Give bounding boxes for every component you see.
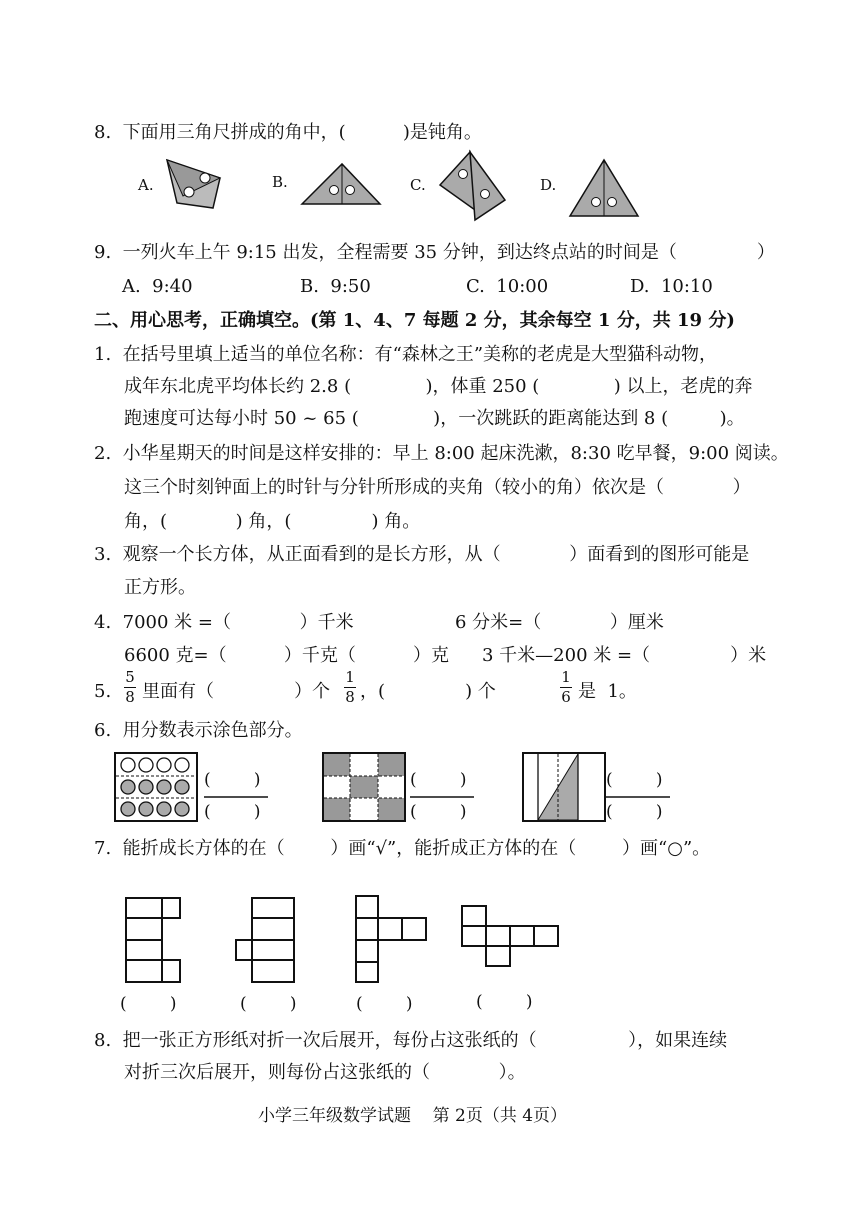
option-9a: A. 9:40 — [122, 276, 193, 297]
option-d-label: D. — [540, 176, 557, 194]
answer-paren-7b[interactable]: ( ) — [240, 994, 297, 1014]
q5-text1: 里面有（ ）个 — [142, 681, 331, 702]
answer-paren-6c-top[interactable]: ( ) — [606, 770, 663, 790]
option-a-label: A. — [138, 176, 154, 194]
q5-text2: ，( ) 个 — [360, 681, 496, 702]
q1-line2: 成年东北虎平均体长约 2.8 ( )，体重 250 ( ) 以上，老虎的奔 — [124, 376, 753, 397]
fraction-1-8: 1 8 — [345, 668, 355, 706]
q4-c: 6600 克=（ ）千克（ ）克 — [124, 645, 450, 666]
checker-figure — [322, 752, 406, 822]
q5-number: 5. — [94, 681, 112, 702]
q4-a: 4. 7000 米 =（ ）千米 — [94, 612, 354, 633]
net-figure-3 — [354, 894, 430, 984]
triangle-rect-figure — [522, 752, 606, 822]
triangle-figure-d — [568, 158, 640, 218]
q8-line1: 8. 把一张正方形纸对折一次后展开，每份占这张纸的（ ），如果连续 — [94, 1030, 728, 1051]
answer-paren-6a-top[interactable]: ( ) — [204, 770, 261, 790]
q1-line1: 1. 在括号里填上适当的单位名称：有“森林之王”美称的老虎是大型猫科动物， — [94, 344, 718, 365]
fraction-line-6c — [606, 795, 670, 799]
option-b-label: B. — [272, 173, 288, 191]
q6-text: 6. 用分数表示涂色部分。 — [94, 720, 303, 741]
triangle-figure-a — [165, 158, 225, 213]
answer-paren-7c[interactable]: ( ) — [356, 994, 413, 1014]
question-8-angle: 8. 下面用三角尺拼成的角中，( )是钝角。 — [94, 122, 482, 143]
net-figure-1 — [124, 896, 182, 986]
q7-text: 7. 能折成长方体的在（ ）画“√”，能折成正方体的在（ ）画“○”。 — [94, 838, 711, 859]
fraction-5-8: 5 8 — [125, 668, 135, 706]
section-2-heading: 二、用心思考，正确填空。(第 1、4、7 每题 2 分，其余每空 1 分，共 19 分) — [94, 310, 735, 331]
answer-paren-6a-bottom[interactable]: ( ) — [204, 802, 261, 822]
fraction-line-6b — [410, 795, 474, 799]
fraction-1-6: 1 6 — [561, 668, 571, 706]
net-figure-2 — [234, 896, 298, 986]
fraction-line-6a — [204, 795, 268, 799]
q3-line2: 正方形。 — [124, 577, 196, 598]
q2-line3: 角，( ) 角，( ) 角。 — [124, 511, 421, 532]
q1-line3: 跑速度可达每小时 50 ~ 65 ( )，一次跳跃的距离能达到 8 ( )。 — [124, 408, 745, 429]
q5-text3: 是 1。 — [578, 681, 637, 702]
circles-figure — [114, 752, 198, 822]
q2-line2: 这三个时刻钟面上的时针与分针所形成的夹角（较小的角）依次是（ ） — [124, 477, 751, 498]
option-c-label: C. — [410, 176, 426, 194]
q4-b: 6 分米=（ ）厘米 — [455, 612, 664, 633]
q3-line1: 3. 观察一个长方体，从正面看到的是长方形，从（ ）面看到的图形可能是 — [94, 544, 750, 565]
option-9d: D. 10:10 — [630, 276, 713, 297]
answer-paren-6b-top[interactable]: ( ) — [410, 770, 467, 790]
q8-line2: 对折三次后展开，则每份占这张纸的（ ）。 — [124, 1062, 526, 1083]
option-9b: B. 9:50 — [300, 276, 371, 297]
answer-paren-7d[interactable]: ( ) — [476, 992, 533, 1012]
q2-line1: 2. 小华星期天的时间是这样安排的：早上 8:00 起床洗漱，8:30 吃早餐，9:00 阅读。 — [94, 443, 789, 464]
net-figure-4 — [460, 904, 560, 970]
answer-paren-6b-bottom[interactable]: ( ) — [410, 802, 467, 822]
answer-paren-6c-bottom[interactable]: ( ) — [606, 802, 663, 822]
q4-d: 3 千米—200 米 =（ ）米 — [482, 645, 767, 666]
question-9: 9. 一列火车上午 9:15 出发，全程需要 35 分钟，到达终点站的时间是（ ） — [94, 242, 775, 263]
triangle-figure-b — [300, 160, 382, 206]
option-9c: C. 10:00 — [466, 276, 549, 297]
answer-paren-7a[interactable]: ( ) — [120, 994, 177, 1014]
triangle-figure-c — [435, 150, 507, 222]
page-footer: 小学三年级数学试题 第 2页（共 4页） — [258, 1106, 568, 1126]
